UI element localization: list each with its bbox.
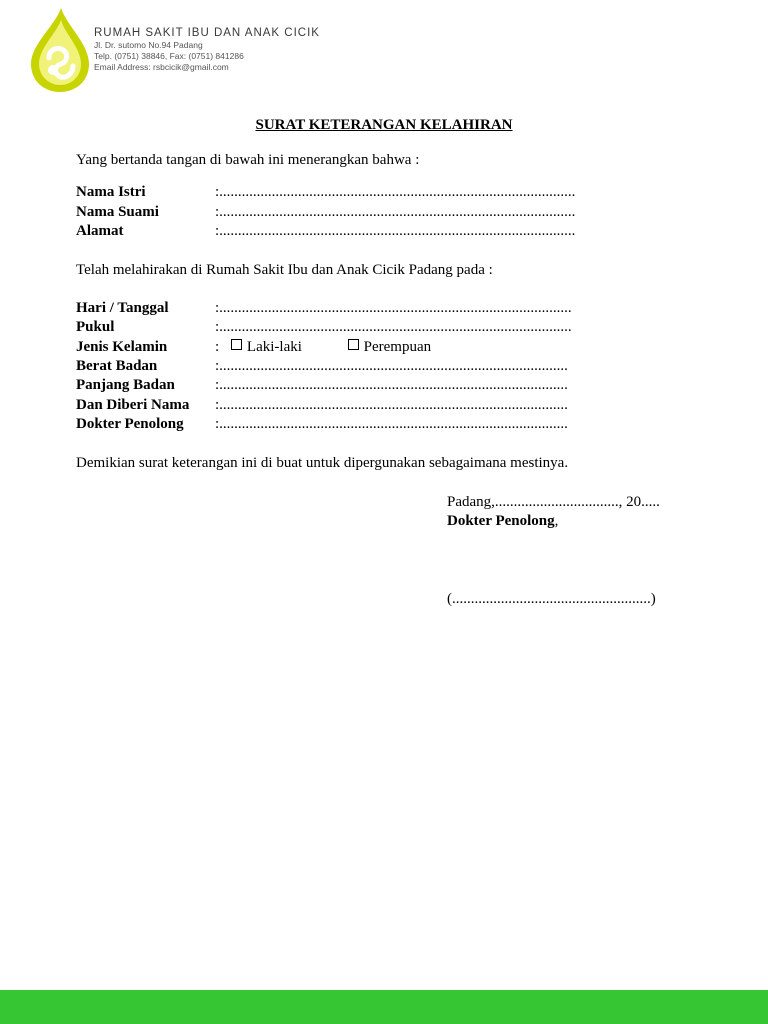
field-label: Dan Diberi Nama xyxy=(76,397,190,413)
field-alamat xyxy=(76,223,696,243)
checkbox-icon[interactable] xyxy=(348,339,359,350)
field-berat-badan xyxy=(76,358,696,378)
field-label: Pukul xyxy=(76,319,115,335)
closing-text: Demikian surat keterangan ini di buat untuk dipergunakan sebagaimana mestinya. xyxy=(76,455,569,471)
hospital-name: RUMAH SAKIT IBU DAN ANAK CICIK xyxy=(94,27,320,39)
hospital-phone: Telp. (0751) 38846, Fax: (0751) 841286 xyxy=(94,51,244,61)
field-label: Hari / Tanggal xyxy=(76,300,169,316)
field-label: Alamat xyxy=(76,223,124,239)
hospital-logo-icon xyxy=(25,6,95,96)
signature-role-suffix: , xyxy=(554,513,559,529)
field-dan-diberi-nama xyxy=(76,397,696,417)
signature-role-label: Dokter Penolong xyxy=(447,513,555,529)
field-blank: :............................................................................................... xyxy=(215,204,576,220)
signature-role xyxy=(447,513,558,530)
field-label: Nama Istri xyxy=(76,184,146,200)
field-hari-tanggal xyxy=(76,300,696,320)
hospital-email: Email Address: rsbcicik@gmail.com xyxy=(94,62,229,72)
gender-options xyxy=(215,339,465,356)
field-nama-istri xyxy=(76,184,696,204)
intro-text: Yang bertanda tangan di bawah ini menerangkan bahwa : xyxy=(76,152,420,168)
field-nama-suami xyxy=(76,204,696,224)
gender-colon: : xyxy=(215,339,220,355)
field-blank: :............................................................................................. xyxy=(215,397,568,413)
option-label: Perempuan xyxy=(363,339,432,355)
field-blank: :............................................................................................. xyxy=(215,416,568,432)
option-perempuan[interactable] xyxy=(340,339,431,356)
signature-name-line: (.....................................................) xyxy=(447,591,656,607)
field-blank: :............................................................................................. xyxy=(215,377,568,393)
field-jenis-kelamin xyxy=(76,339,696,359)
document-title: SURAT KETERANGAN KELAHIRAN xyxy=(255,117,513,133)
field-label: Dokter Penolong xyxy=(76,416,184,432)
field-label: Jenis Kelamin xyxy=(76,339,168,355)
hospital-address: Jl. Dr. sutomo No.94 Padang xyxy=(94,40,203,50)
field-blank: :.............................................................................................. xyxy=(215,300,572,316)
footer-bar xyxy=(0,990,768,1024)
field-blank: :.............................................................................................. xyxy=(215,319,572,335)
option-label: Laki-laki xyxy=(246,339,302,355)
birth-statement: Telah melahirakan di Rumah Sakit Ibu dan Anak Cicik Padang pada : xyxy=(76,262,493,278)
field-blank: :............................................................................................... xyxy=(215,223,576,239)
checkbox-icon[interactable] xyxy=(231,339,242,350)
hospital-info xyxy=(94,26,320,73)
field-dokter-penolong xyxy=(76,416,696,436)
letterhead xyxy=(0,0,768,100)
field-panjang-badan xyxy=(76,377,696,397)
signature-place-date: Padang,................................., 20..... xyxy=(447,494,660,510)
field-blank: :............................................................................................... xyxy=(215,184,576,200)
field-label: Panjang Badan xyxy=(76,377,175,393)
field-pukul xyxy=(76,319,696,339)
field-blank: :............................................................................................. xyxy=(215,358,568,374)
field-label: Nama Suami xyxy=(76,204,159,220)
field-label: Berat Badan xyxy=(76,358,158,374)
option-laki-laki[interactable] xyxy=(223,339,302,356)
